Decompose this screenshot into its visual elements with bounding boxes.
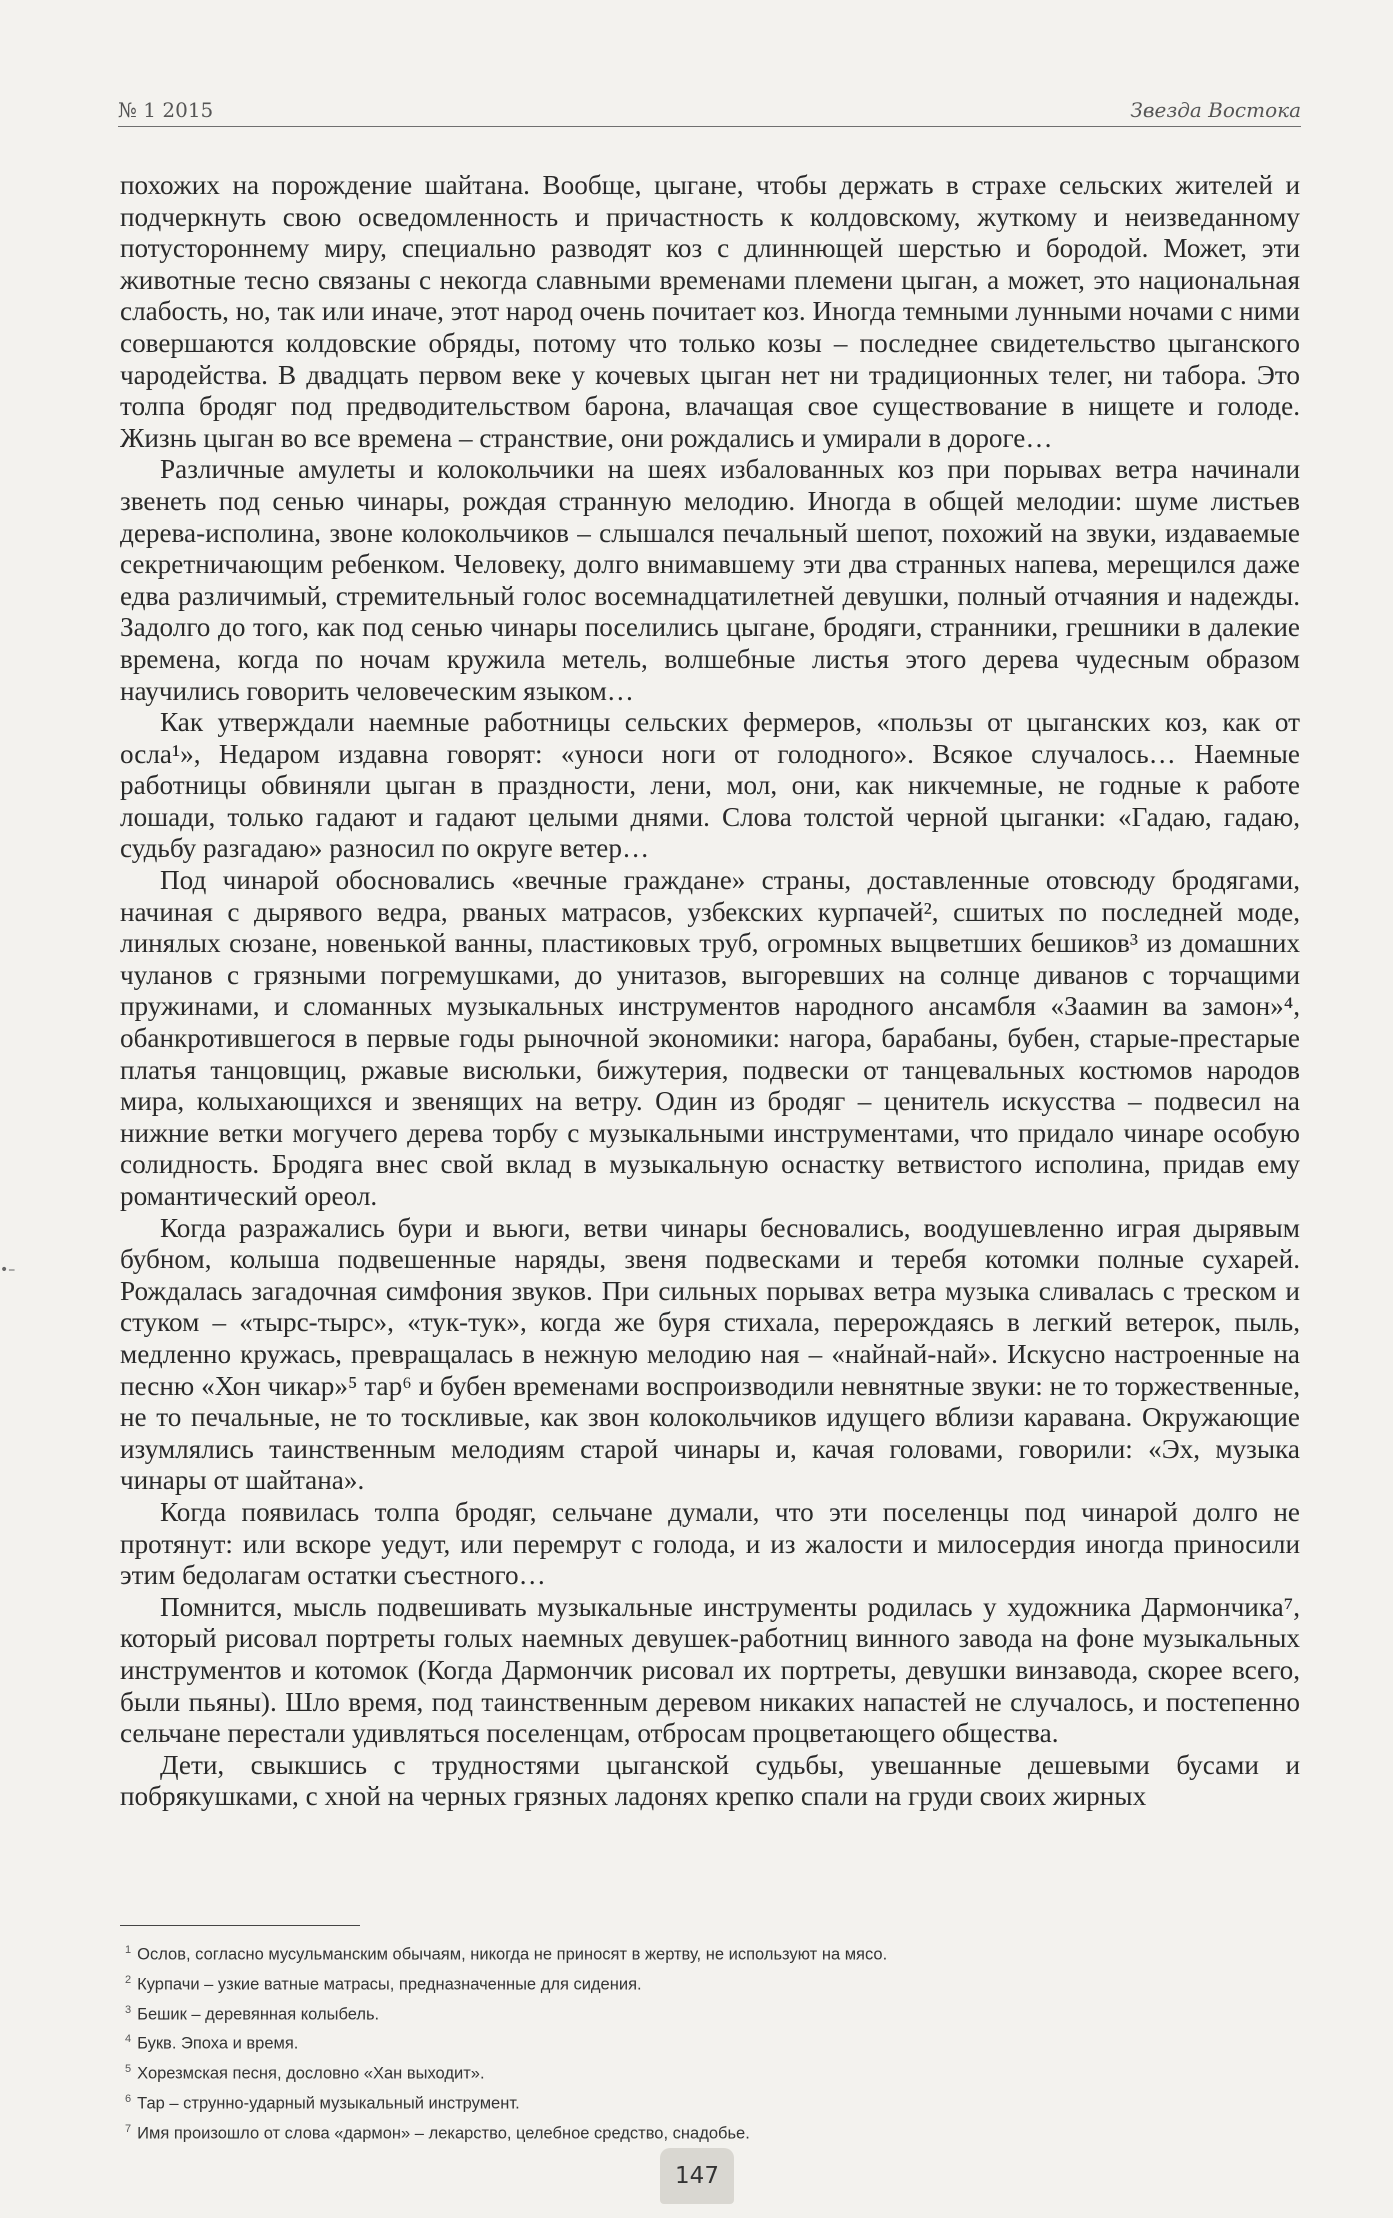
footnote (125, 1938, 1295, 1968)
footnote-text: Букв. Эпоха и время. (137, 2034, 299, 2053)
journal-title: Звезда Востока (1130, 98, 1301, 122)
footnotes (125, 1938, 1295, 2147)
footnote (125, 2117, 1295, 2147)
footnote-text: Тар – струнно-ударный музыкальный инструмент. (137, 2094, 520, 2113)
footnote-number: 6 (125, 2092, 132, 2105)
running-header (118, 96, 1301, 127)
footnote-text: Имя произошло от слова «дармон» – лекарство, целебное средство, снадобье. (137, 2124, 750, 2143)
paragraph: Помнится, мысль подвешивать музыкальные инструменты родилась у художника Дармончика⁷, который рисовал портреты голых наемных девушек-работниц винного завода на фоне музыкальных инструментов и котомок (Когда Дармончик рисовал их портреты, девушки винзавода, скорее всего, были пьяны). Шло время, под таинственным деревом никаких напастей не случалось, и постепенно сельчане перестали удивляться поселенцам, отбросам процветающего общества. (120, 1591, 1300, 1749)
footnote (125, 1998, 1295, 2028)
footnote-number: 5 (125, 2063, 132, 2076)
footnote-text: Курпачи – узкие ватные матрасы, предназначенные для сидения. (137, 1975, 642, 1994)
footnote (125, 2027, 1295, 2057)
margin-mark: •– (0, 1262, 16, 1278)
footnote-number: 7 (125, 2122, 132, 2135)
footnote-text: Ослов, согласно мусульманским обычаям, никогда не приносят в жертву, не используют на мясо. (137, 1945, 888, 1964)
paragraph: Дети, свыкшись с трудностями цыганской судьбы, увешанные дешевыми бусами и побрякушками, с хной на черных грязных ладонях крепко спали на груди своих жирных (120, 1749, 1300, 1812)
paragraph: Когда появилась толпа бродяг, сельчане думали, что эти поселенцы под чинарой долго не протянут: или вскоре уедут, или перемрут с голода, и из жалости и милосердия иногда приносили этим бедолагам остатки съестного… (120, 1496, 1300, 1591)
footnote-number: 3 (125, 2003, 132, 2016)
footnote-text: Хорезмская песня, дословно «Хан выходит». (137, 2064, 485, 2083)
footnote-number: 2 (125, 1973, 132, 1986)
footnote (125, 2057, 1295, 2087)
paragraph: Как утверждали наемные работницы сельских фермеров, «пользы от цыганских коз, как от осла¹», Недаром издавна говорят: «уноси ноги от голодного». Всякое случалось… Наемные работницы обвиняли цыган в праздности, лени, мол, они, как никчемные, не годные к работе лошади, только гадают и гадают целыми днями. Слова толстой черной цыганки: «Гадаю, гадаю, судьбу разгадаю» разносил по округе ветер… (120, 707, 1300, 864)
issue-number: № 1 2015 (118, 98, 214, 122)
footnote-number: 4 (125, 2033, 132, 2046)
page-number: 147 (675, 2163, 719, 2189)
footnote-text: Бешик – деревянная колыбель. (137, 2005, 380, 2024)
article-body (120, 170, 1300, 1813)
footnote-divider (120, 1925, 360, 1926)
footnote (125, 2087, 1295, 2117)
paragraph: Когда разражались бури и вьюги, ветви чинары бесновались, воодушевленно играя дырявым бубном, колыша подвешенные наряды, звеня подвесками и теребя котомки полные сухарей. Рождалась загадочная симфония звуков. При сильных порывах ветра музыка сливалась с треском и стуком – «тырс-тырс», «тук-тук», когда же буря стихала, перерождаясь в легкий ветерок, пыль, медленно кружась, превращалась в нежную мелодию ная – «найнай-най». Искусно настроенные на песню «Хон чикар»⁵ тар⁶ и бубен временами воспроизводили невнятные звуки: не то торжественные, не то печальные, не то тоскливые, как звон колокольчиков идущего вблизи каравана. Окружающие изумлялись таинственным мелодиям старой чинары и, качая головами, говорили: «Эх, музыка чинары от шайтана». (120, 1212, 1300, 1496)
footnote-number: 1 (125, 1944, 132, 1956)
paragraph: Различные амулеты и колокольчики на шеях избалованных коз при порывах ветра начинали звенеть под сенью чинары, рождая странную мелодию. Иногда в общей мелодии: шуме листьев дерева-исполина, звоне колокольчиков – слышался печальный шепот, похожий на звуки, издаваемые секретничающим ребенком. Человеку, долго внимавшему эти два странных напева, мерещился даже едва различимый, стремительный голос восемнадцатилетней девушки, полный отчаяния и надежды. Задолго до того, как под сенью чинары поселились цыгане, бродяги, странники, грешники в далекие времена, когда по ночам кружила метель, волшебные листья этого дерева чудесным образом научились говорить человеческим языком… (120, 454, 1300, 706)
footnote (125, 1968, 1295, 1998)
paragraph: похожих на порождение шайтана. Вообще, цыгане, чтобы держать в страхе сельских жителей и подчеркнуть свою осведомленность и причастность к колдовскому, жуткому и неизведанному потустороннему миру, специально разводят коз с длиннющей шерстью и бородой. Может, эти животные тесно связаны с некогда славными временами племени цыган, а может, это национальная слабость, но, так или иначе, этот народ очень почитает коз. Иногда темными лунными ночами с ними совершаются колдовские обряды, потому что только козы – последнее свидетельство цыганского чародейства. В двадцать первом веке у кочевых цыган нет ни традиционных телег, ни табора. Это толпа бродяг под предводительством барона, влачащая свое существование в нищете и голоде. Жизнь цыган во все времена – странствие, они рождались и умирали в дороге… (120, 170, 1300, 453)
paragraph: Под чинарой обосновались «вечные граждане» страны, доставленные отовсюду бродягами, начиная с дырявого ведра, рваных матрасов, узбекских курпачей², сшитых по последней моде, линялых сюзане, новенькой ванны, пластиковых труб, огромных выцветших бешиков³ из домашних чуланов с грязными погремушками, до унитазов, выгоревших на солнце диванов с торчащими пружинами, и сломанных музыкальных инструментов народного ансамбля «Заамин ва замон»⁴, обанкротившегося в первые годы рыночной экономики: нагора, барабаны, бубен, старые-престарые платья танцовщиц, ржавые висюльки, бижутерия, подвески от танцевальных костюмов народов мира, колыхающихся и звенящих на ветру. Один из бродяг – ценитель искусства – подвесил на нижние ветки могучего дерева торбу с музыкальными инструментами, что придало чинаре особую солидность. Бродяга внес свой вклад в музыкальную оснастку ветвистого исполина, придав ему романтический ореол. (120, 865, 1300, 1211)
